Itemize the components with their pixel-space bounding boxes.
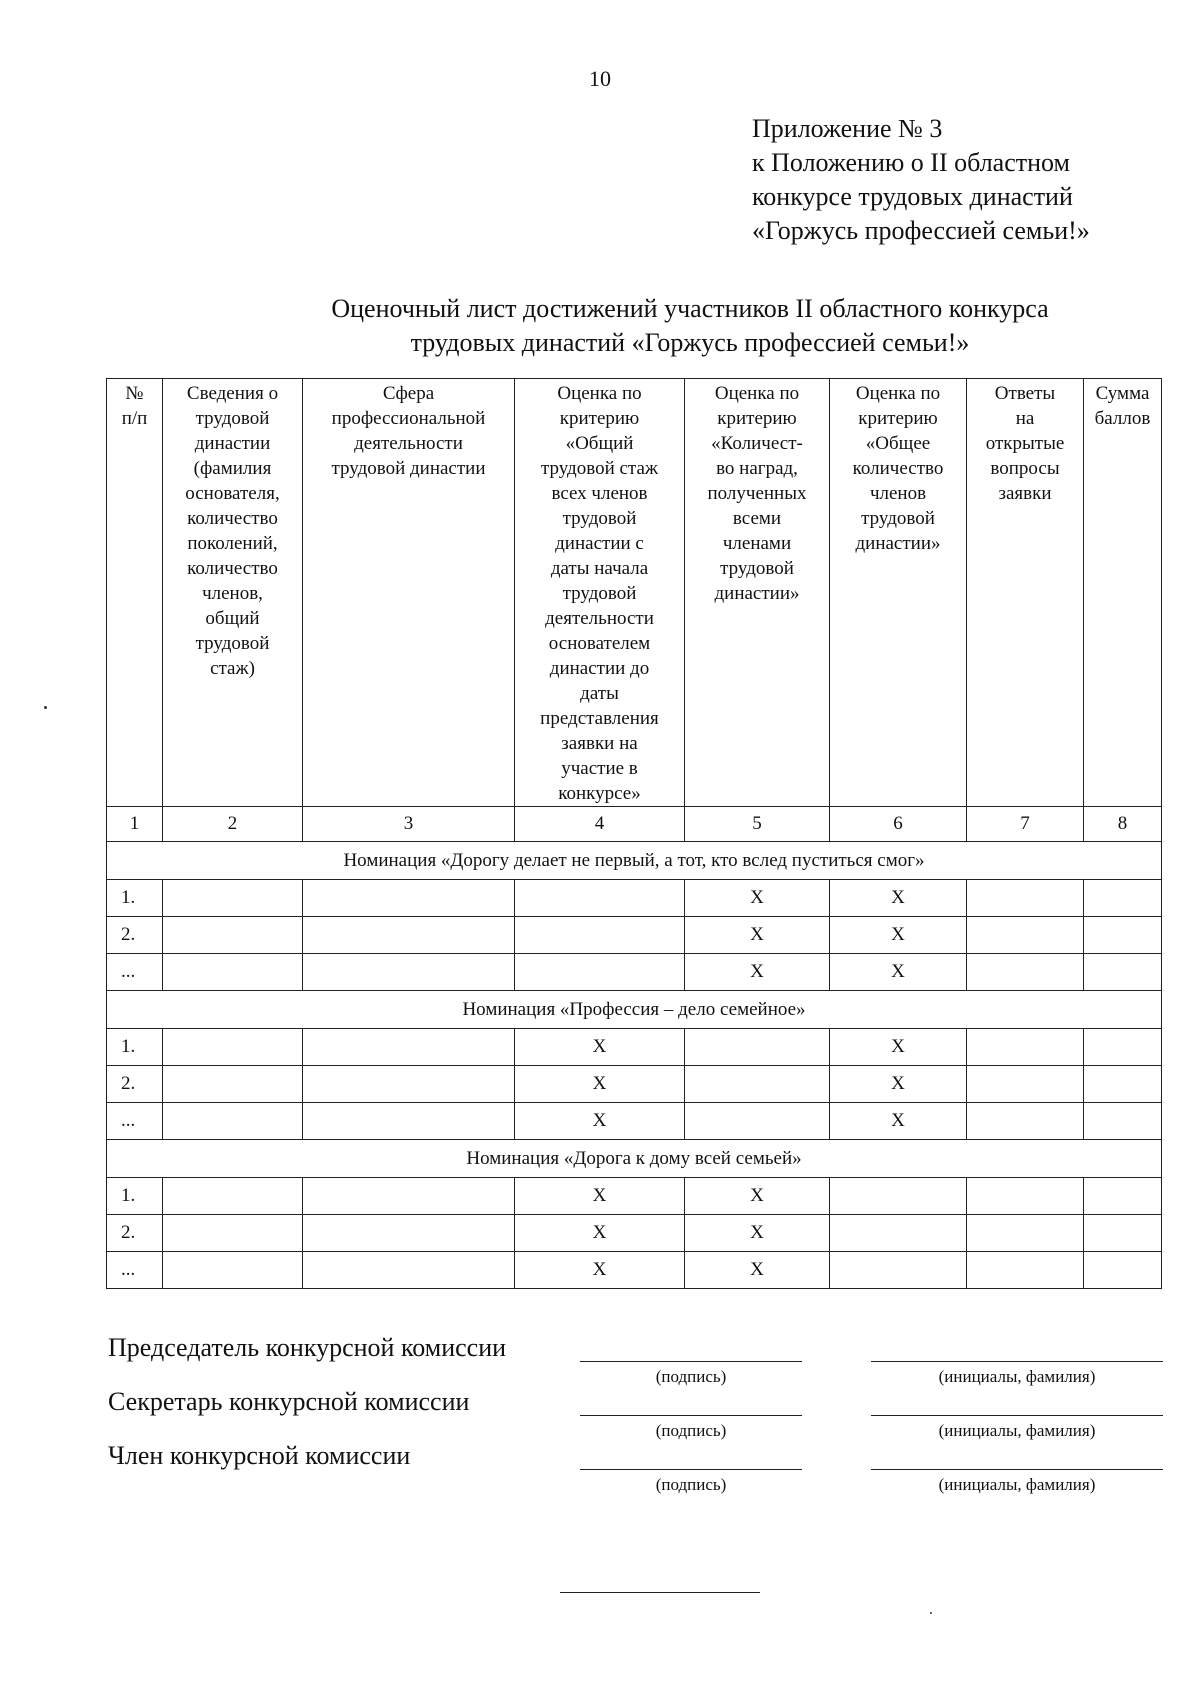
column-header-line: критерию	[559, 408, 640, 429]
column-header-line: династии»	[714, 583, 800, 604]
signature-row	[108, 1441, 1168, 1501]
column-header-line: критерию	[858, 408, 938, 429]
column-header-line: всеми	[732, 508, 782, 529]
nomination-row	[107, 842, 1162, 880]
row-number-cell: ...	[107, 1252, 163, 1289]
signature-line	[580, 1361, 802, 1362]
row-number-cell: 2.	[107, 1215, 163, 1252]
column-header-line: всех членов	[551, 483, 648, 504]
cross-mark-cell: Х	[830, 917, 967, 954]
table-cell	[830, 1178, 967, 1215]
column-number: 5	[685, 807, 830, 842]
row-number-cell: ...	[107, 954, 163, 991]
table-row	[107, 954, 1162, 991]
row-number-cell: 1.	[107, 880, 163, 917]
column-header-line: на	[1015, 408, 1035, 429]
column-header-3	[303, 379, 515, 807]
column-header-line: трудовой стаж	[540, 458, 659, 479]
table-cell	[967, 1029, 1084, 1066]
column-header-line: участие в	[561, 758, 638, 779]
cross-mark-cell: Х	[515, 1178, 685, 1215]
scan-speck	[930, 1612, 932, 1614]
column-header-line: династии	[194, 433, 271, 454]
row-number-cell: 2.	[107, 917, 163, 954]
name-caption: (инициалы, фамилия)	[938, 1367, 1096, 1386]
column-header-2	[163, 379, 303, 807]
table-cell	[163, 1215, 303, 1252]
cross-mark-cell: Х	[685, 1178, 830, 1215]
signature-caption: (подпись)	[655, 1421, 727, 1440]
table-row	[107, 1178, 1162, 1215]
table-cell	[163, 1252, 303, 1289]
page-number: 10	[589, 66, 611, 91]
column-header-line: трудовой	[861, 508, 935, 529]
table-cell	[303, 917, 515, 954]
column-header-line: династии до	[549, 658, 650, 679]
column-header-line: Ответы	[994, 383, 1056, 404]
column-header-line: заявки на	[561, 733, 638, 754]
column-numbers-row	[107, 807, 1162, 842]
table-cell	[163, 917, 303, 954]
signatory-role: Секретарь конкурсной комиссии	[108, 1387, 470, 1416]
column-header-line: «Общий	[565, 433, 634, 454]
table-cell	[163, 1029, 303, 1066]
column-header-line: баллов	[1094, 408, 1151, 429]
column-header-line: трудовой	[195, 408, 270, 429]
table-cell	[1084, 1178, 1162, 1215]
column-header-line: количество	[852, 458, 944, 479]
column-header-5	[685, 379, 830, 807]
table-cell	[303, 954, 515, 991]
column-number: 1	[107, 807, 163, 842]
column-header-line: количество	[187, 558, 278, 579]
table-cell	[163, 1066, 303, 1103]
header-row	[107, 379, 1162, 807]
signature-row	[108, 1387, 1168, 1447]
column-header-line: Оценка по	[557, 383, 642, 404]
column-header-4	[515, 379, 685, 807]
nomination-title: Номинация «Профессия – дело семейное»	[107, 991, 1162, 1029]
row-number-cell: ...	[107, 1103, 163, 1140]
row-number-cell: 1.	[107, 1178, 163, 1215]
column-header-6	[830, 379, 967, 807]
column-header-line: полученных	[707, 483, 807, 504]
table-cell	[515, 954, 685, 991]
column-header-line: Сфера	[382, 383, 435, 404]
table-cell	[1084, 880, 1162, 917]
cross-mark-cell: Х	[830, 954, 967, 991]
row-number-cell: 1.	[107, 1029, 163, 1066]
table-cell	[967, 954, 1084, 991]
table-cell	[967, 917, 1084, 954]
title-line: Оценочный лист достижений участников II областного конкурса	[331, 294, 1049, 323]
table-cell	[685, 1029, 830, 1066]
column-number: 2	[163, 807, 303, 842]
scan-speck	[44, 706, 47, 709]
signature-line	[580, 1469, 802, 1470]
cross-mark-cell: Х	[515, 1252, 685, 1289]
table-row	[107, 880, 1162, 917]
table-cell	[303, 1066, 515, 1103]
column-header-line: критерию	[717, 408, 797, 429]
column-header-line: династии»	[855, 533, 941, 554]
signature-row	[108, 1333, 1168, 1393]
table-cell	[1084, 1103, 1162, 1140]
column-header-line: членами	[722, 533, 792, 554]
title-line: трудовых династий «Горжусь профессией семьи!»	[410, 328, 970, 357]
table-cell	[163, 880, 303, 917]
column-header-line: открытые	[985, 433, 1065, 454]
column-header-line: трудовой династии	[331, 458, 486, 479]
appendix-line: к Положению о II областном	[752, 148, 1070, 177]
cross-mark-cell: Х	[515, 1029, 685, 1066]
column-number: 3	[303, 807, 515, 842]
column-header-line: профессиональной	[331, 408, 486, 429]
column-header-line: конкурсе»	[558, 783, 641, 804]
table-cell	[967, 1178, 1084, 1215]
column-number: 6	[830, 807, 967, 842]
table-cell	[1084, 917, 1162, 954]
table-row	[107, 1066, 1162, 1103]
nomination-row	[107, 1140, 1162, 1178]
appendix-line: «Горжусь профессией семьи!»	[752, 216, 1090, 245]
table-cell	[303, 1029, 515, 1066]
column-header-line: Оценка по	[855, 383, 941, 404]
table-row	[107, 1252, 1162, 1289]
table-cell	[967, 1066, 1084, 1103]
name-caption: (инициалы, фамилия)	[938, 1475, 1096, 1494]
column-header-line: количество	[187, 508, 278, 529]
column-header-line: «Общее	[865, 433, 931, 454]
cross-mark-cell: Х	[830, 1066, 967, 1103]
table-cell	[967, 880, 1084, 917]
name-line	[871, 1361, 1163, 1362]
column-number: 8	[1084, 807, 1162, 842]
table-cell	[163, 1178, 303, 1215]
signature-caption: (подпись)	[655, 1367, 727, 1386]
column-header-1	[107, 379, 163, 807]
table-cell	[967, 1252, 1084, 1289]
table-cell	[967, 1103, 1084, 1140]
column-header-line: членов	[869, 483, 927, 504]
column-number: 7	[967, 807, 1084, 842]
table-row	[107, 1103, 1162, 1140]
name-caption: (инициалы, фамилия)	[938, 1421, 1096, 1440]
column-header-line: поколений,	[187, 533, 278, 554]
cross-mark-cell: Х	[830, 880, 967, 917]
cross-mark-cell: Х	[515, 1066, 685, 1103]
row-number-cell: 2.	[107, 1066, 163, 1103]
cross-mark-cell: Х	[685, 1215, 830, 1252]
table-cell	[967, 1215, 1084, 1252]
cross-mark-cell: Х	[685, 917, 830, 954]
column-number: 4	[515, 807, 685, 842]
table-cell	[163, 954, 303, 991]
cross-mark-cell: Х	[685, 880, 830, 917]
table-cell	[515, 880, 685, 917]
name-line	[871, 1415, 1163, 1416]
table-cell	[1084, 1215, 1162, 1252]
nomination-title: Номинация «Дорогу делает не первый, а тот, кто вслед пуститься смог»	[107, 842, 1162, 880]
cross-mark-cell: Х	[515, 1103, 685, 1140]
table-body	[107, 807, 1162, 1289]
column-header-line: основателя,	[185, 483, 280, 504]
column-header-line: основателем	[548, 633, 651, 654]
document-title	[0, 0, 1200, 400]
cross-mark-cell: Х	[685, 1252, 830, 1289]
signatory-role: Член конкурсной комиссии	[108, 1441, 411, 1470]
nomination-title: Номинация «Дорога к дому всей семьей»	[107, 1140, 1162, 1178]
column-header-line: даты начала	[550, 558, 649, 579]
column-header-line: общий	[205, 608, 260, 629]
table-row	[107, 1029, 1162, 1066]
table-cell	[163, 1103, 303, 1140]
nomination-row	[107, 991, 1162, 1029]
table-cell	[303, 1103, 515, 1140]
column-header-7	[967, 379, 1084, 807]
column-header-line: Сумма	[1095, 383, 1150, 404]
cross-mark-cell: Х	[515, 1215, 685, 1252]
column-header-line: деятельности	[354, 433, 463, 454]
score-sheet-table	[106, 378, 1162, 1289]
signature-line	[580, 1415, 802, 1416]
table-cell	[1084, 1252, 1162, 1289]
end-line	[560, 1592, 760, 1593]
column-header-line: стаж)	[210, 658, 255, 679]
signatory-role: Председатель конкурсной комиссии	[108, 1333, 507, 1362]
table-cell	[1084, 954, 1162, 991]
table-cell	[303, 1252, 515, 1289]
column-header-line: (фамилия	[193, 458, 272, 479]
table-cell	[1084, 1066, 1162, 1103]
table-cell	[830, 1252, 967, 1289]
table-cell	[303, 1215, 515, 1252]
cross-mark-cell: Х	[830, 1103, 967, 1140]
column-header-line: №	[125, 383, 144, 404]
column-header-line: Оценка по	[714, 383, 800, 404]
column-header-line: трудовой	[562, 583, 637, 604]
column-header-8	[1084, 379, 1162, 807]
table-row	[107, 917, 1162, 954]
table-cell	[515, 917, 685, 954]
column-header-line: «Количест-	[711, 433, 803, 454]
column-header-line: династии с	[555, 533, 644, 554]
column-header-line: трудовой	[562, 508, 637, 529]
column-header-line: деятельности	[545, 608, 654, 629]
appendix-line: конкурсе трудовых династий	[752, 182, 1073, 211]
column-header-line: вопросы	[990, 458, 1060, 479]
column-header-line: заявки	[998, 483, 1052, 504]
table-cell	[685, 1103, 830, 1140]
column-header-line: трудовой	[720, 558, 794, 579]
table-cell	[685, 1066, 830, 1103]
column-header-line: представления	[540, 708, 659, 729]
column-header-line: трудовой	[195, 633, 270, 654]
column-header-line: во наград,	[716, 458, 798, 479]
column-header-line: членов,	[202, 583, 263, 604]
column-header-line: Сведения о	[186, 383, 279, 404]
table-row	[107, 1215, 1162, 1252]
table-cell	[1084, 1029, 1162, 1066]
column-header-line: п/п	[121, 408, 148, 429]
cross-mark-cell: Х	[830, 1029, 967, 1066]
table-cell	[830, 1215, 967, 1252]
cross-mark-cell: Х	[685, 954, 830, 991]
appendix-line: Приложение № 3	[752, 114, 943, 143]
column-header-line: даты	[580, 683, 619, 704]
name-line	[871, 1469, 1163, 1470]
table-cell	[303, 880, 515, 917]
table-cell	[303, 1178, 515, 1215]
signature-caption: (подпись)	[655, 1475, 727, 1494]
